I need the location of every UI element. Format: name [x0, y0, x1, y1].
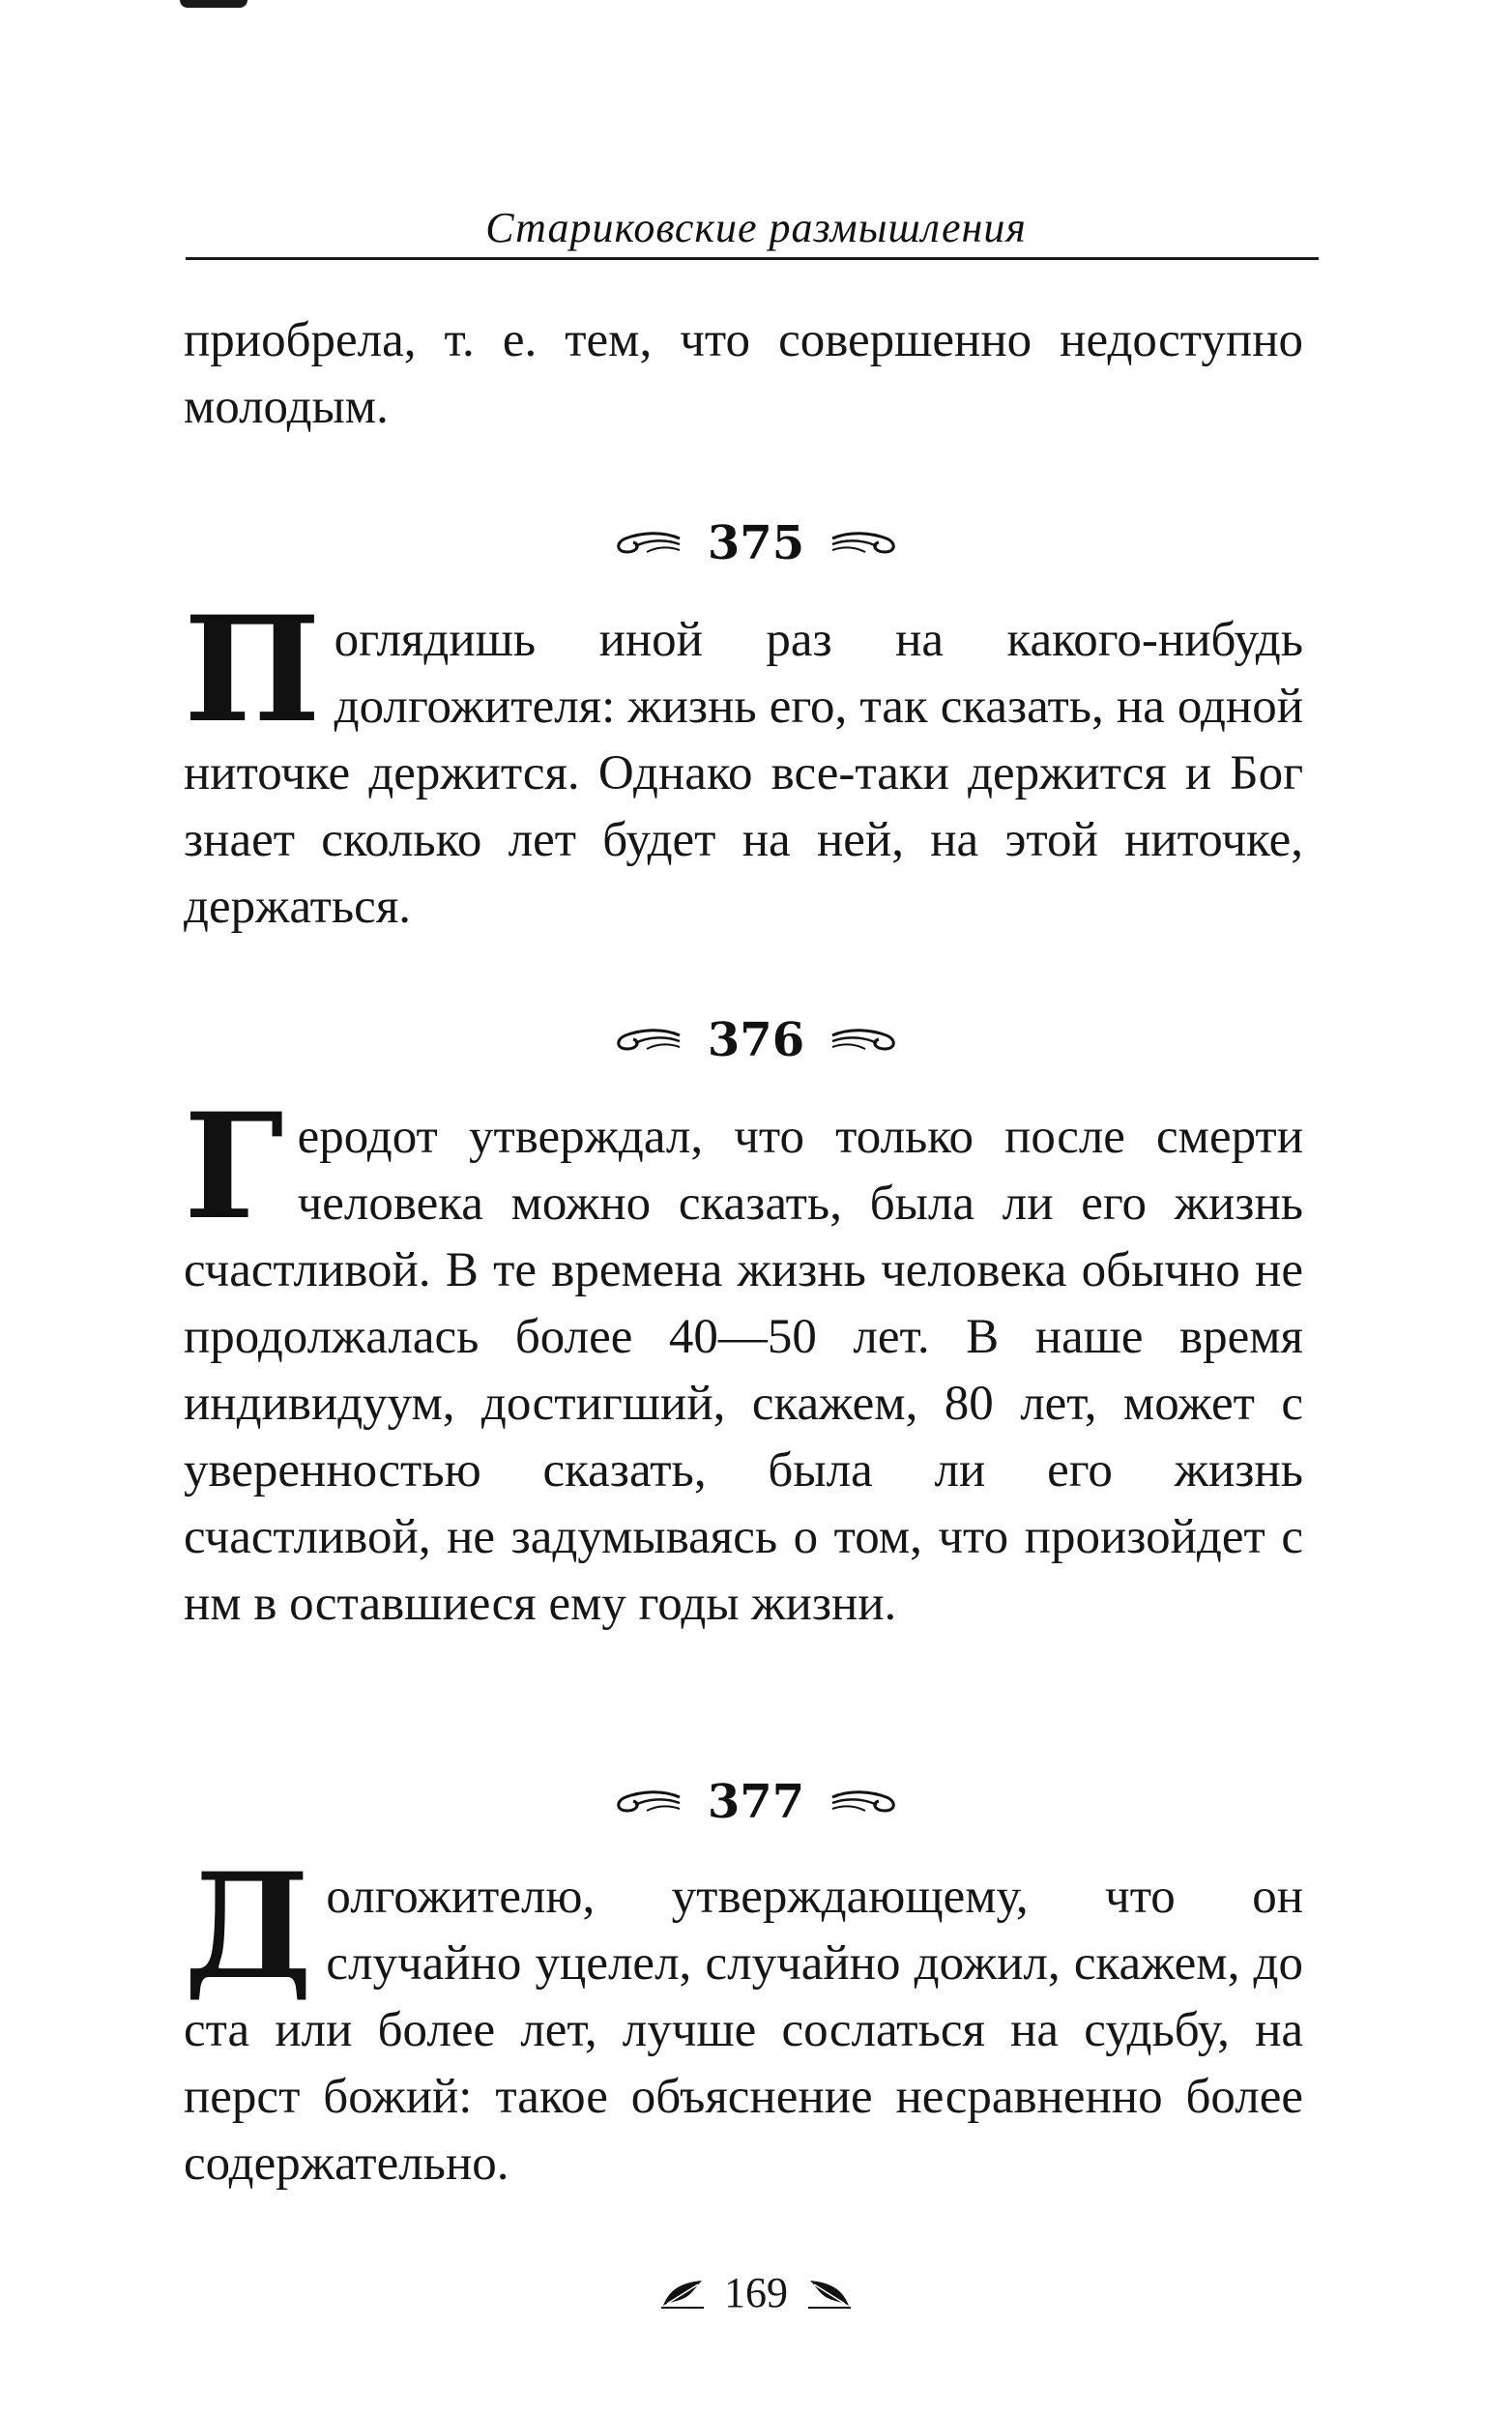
swash-right-icon — [830, 529, 900, 558]
section-paragraph-377 — [184, 1842, 1303, 2197]
swash-left-icon — [612, 529, 682, 558]
top-edge-mark — [180, 0, 247, 8]
page-number: 169 — [724, 2269, 788, 2317]
section-heading-375 — [0, 510, 1512, 570]
section-number: 376 — [707, 1013, 805, 1068]
drop-cap: Г — [184, 1082, 284, 1252]
section-text: еродот утверждал, что только после смерти человека можно сказать, была ли его жизнь счастливой. В те времена жизнь человека обычно не продолжалась более 40—50 лет. В наше время индивидуум, достигший, скажем, 80 лет, может с уверенностью сказать, была ли его жизнь счастливой, не задумываясь о том, что произойдет с нм в оставшиеся ему годы жизни. — [184, 1110, 1303, 1631]
drop-cap: П — [184, 585, 321, 755]
page-folio — [0, 2264, 1512, 2317]
leaf-left-icon — [659, 2277, 706, 2310]
running-head-rule — [186, 257, 1319, 260]
intro-text: приобрела, т. е. тем, что совершенно недоступно молодым. — [184, 313, 1303, 434]
section-text: оглядишь иной раз на какого-нибудь долгожителя: жизнь его, так сказать, на одной ниточке держится. Однако все-таки держится и Бог знает сколько лет будет на ней, на этой ниточке, держаться. — [184, 613, 1303, 934]
section-heading-377 — [0, 1769, 1512, 1829]
drop-cap: Д — [184, 1842, 313, 2012]
leaf-right-icon — [806, 2277, 853, 2310]
swash-right-icon — [830, 1788, 900, 1817]
section-number: 377 — [707, 1775, 805, 1830]
section-heading-376 — [0, 1007, 1512, 1067]
swash-left-icon — [612, 1026, 682, 1055]
intro-paragraph — [184, 307, 1303, 441]
section-paragraph-376 — [184, 1082, 1303, 1638]
section-number: 375 — [707, 516, 805, 571]
section-text: олгожителю, утверждающему, что он случайно уцелел, случайно дожил, скажем, до ста или более лет, лучше сослаться на судьбу, на перст божий: такое объяснение несравненно более содержательно. — [184, 1870, 1303, 2191]
swash-left-icon — [612, 1788, 682, 1817]
swash-right-icon — [830, 1026, 900, 1055]
running-head: Стариковские размышления — [485, 204, 1027, 251]
section-paragraph-375 — [184, 585, 1303, 941]
